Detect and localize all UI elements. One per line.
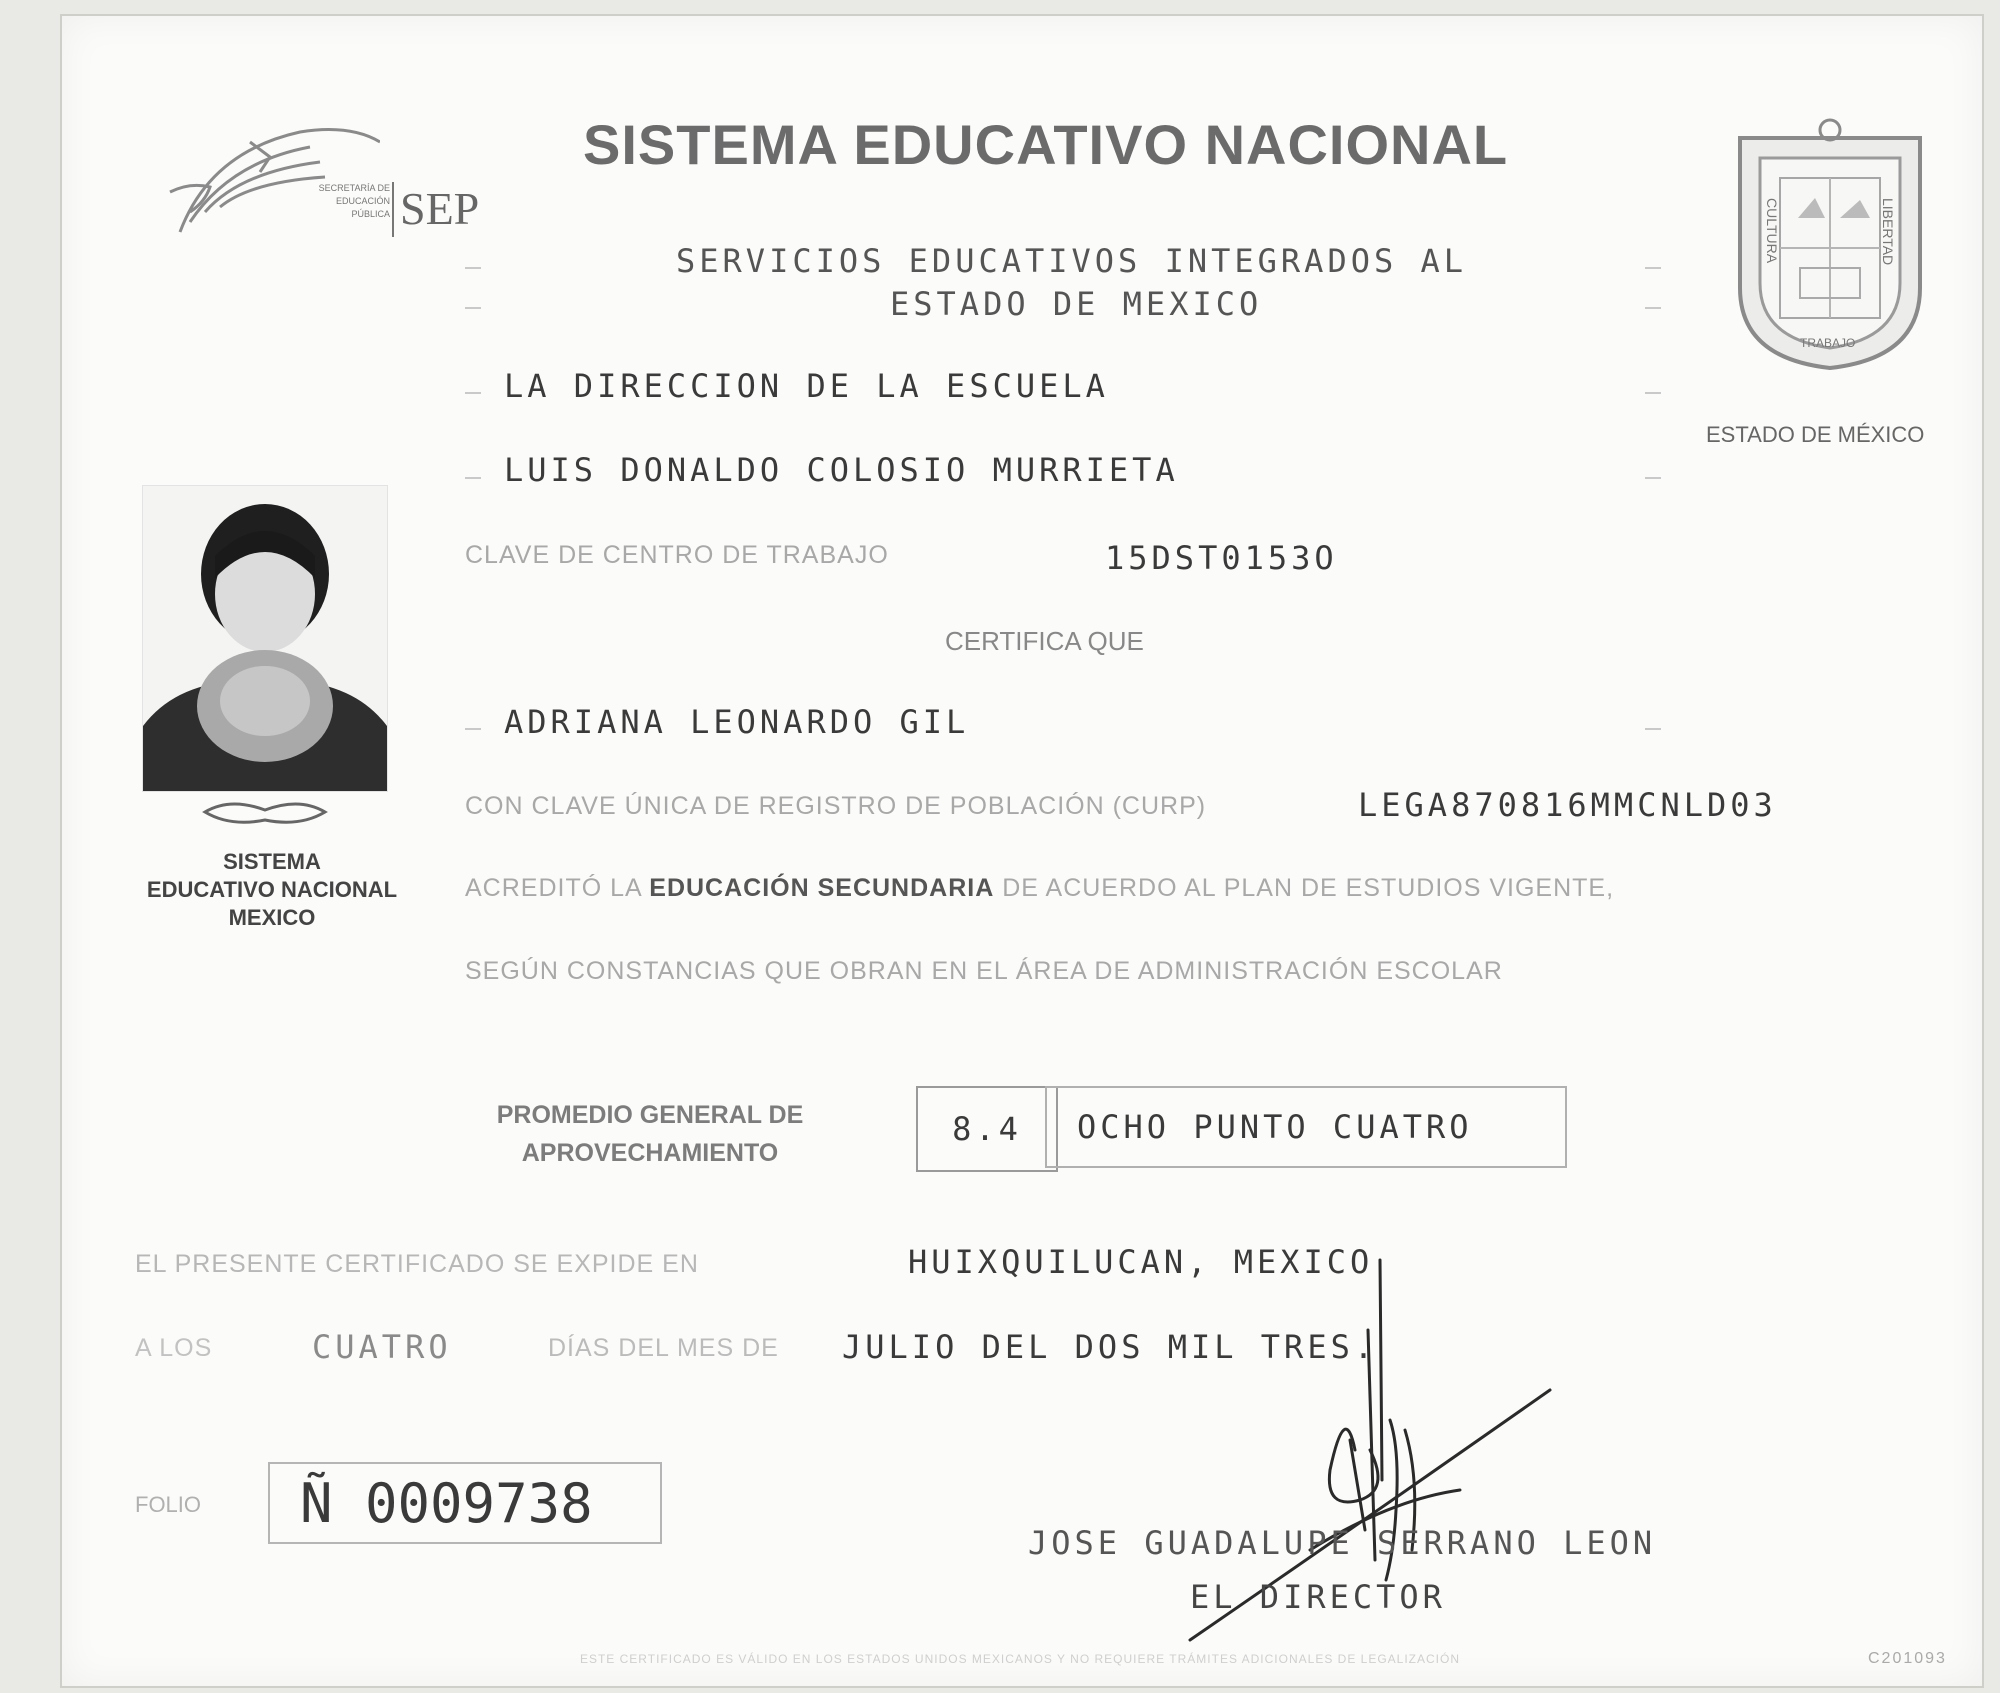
issue-day: CUATRO	[312, 1328, 452, 1366]
state-label: ESTADO DE MÉXICO	[1706, 422, 1925, 447]
sep-text-4: SEP	[400, 183, 480, 234]
eagle-stamp-icon	[200, 792, 330, 832]
folio-value: Ñ 0009738	[268, 1462, 662, 1544]
expide-label: EL PRESENTE CERTIFICADO SE EXPIDE EN	[135, 1250, 699, 1278]
school-line-1: LA DIRECCION DE LA ESCUELA	[504, 367, 1109, 405]
acreditation-text	[465, 874, 1614, 903]
a-los-label: A LOS	[135, 1334, 213, 1362]
document-code: C201093	[1868, 1650, 1947, 1667]
person-icon	[143, 486, 387, 791]
photo-caption-line-3: MEXICO	[228, 905, 316, 930]
acred-level: EDUCACIÓN SECUNDARIA	[649, 874, 995, 902]
certifica-que: CERTIFICA QUE	[945, 626, 1144, 656]
curp-label: CON CLAVE ÚNICA DE REGISTRO DE POBLACIÓN (CURP)	[465, 792, 1207, 820]
director-name: JOSE GUADALUPE SERRANO LEON	[1028, 1524, 1657, 1562]
issue-month-year: JULIO DEL DOS MIL TRES.	[842, 1328, 1378, 1366]
acred-suffix: DE ACUERDO AL PLAN DE ESTUDIOS VIGENTE,	[994, 874, 1615, 902]
student-name: ADRIANA LEONARDO GIL	[504, 703, 970, 741]
segun-text: SEGÚN CONSTANCIAS QUE OBRAN EN EL ÁREA DE ADMINISTRACIÓN ESCOLAR	[465, 957, 1503, 985]
folio-label: FOLIO	[135, 1492, 202, 1517]
state-seal	[1730, 118, 1930, 370]
photo-caption	[122, 848, 422, 932]
sep-text-2: EDUCACIÓN	[335, 196, 390, 206]
school-name: LUIS DONALDO COLOSIO MURRIETA	[504, 451, 1179, 489]
sep-text-3: PÚBLICA	[351, 209, 390, 219]
sep-text-1: SECRETARÍA DE	[318, 183, 390, 193]
grade-text: OCHO PUNTO CUATRO	[1045, 1086, 1567, 1168]
cct-label: CLAVE DE CENTRO DE TRABAJO	[465, 541, 889, 569]
legal-footer: ESTE CERTIFICADO ES VÁLIDO EN LOS ESTADOS UNIDOS MEXICANOS Y NO REQUIERE TRÁMITES ADICIONALES DE LEGALIZACIÓN	[579, 1652, 1461, 1666]
photo-caption-line-2: EDUCATIVO NACIONAL	[146, 877, 398, 902]
director-title: EL DIRECTOR	[1190, 1578, 1446, 1616]
dias-label: DÍAS DEL MES DE	[548, 1334, 779, 1362]
grade-label: PROMEDIO GENERAL DE APROVECHAMIENTO	[496, 1101, 804, 1167]
cct-value: 15DST0153O	[1105, 539, 1338, 577]
acred-prefix: ACREDITÓ LA	[465, 874, 650, 902]
curp-value: LEGA870816MMCNLD03	[1358, 786, 1777, 824]
subtitle-line-2: ESTADO DE MEXICO	[890, 285, 1263, 323]
issue-place: HUIXQUILUCAN, MEXICO	[908, 1243, 1374, 1281]
photo-caption-line-1: SISTEMA	[223, 849, 321, 874]
sep-logo	[150, 112, 480, 262]
seal-text-right: LIBERTAD	[1880, 198, 1896, 266]
seal-text-left: CULTURA	[1764, 198, 1780, 264]
grade-value: 8.4	[916, 1086, 1058, 1172]
seal-text-bottom: TRABAJO	[1800, 336, 1856, 350]
student-photo	[142, 485, 388, 792]
shield-icon	[1730, 118, 1930, 370]
photo-stamp	[200, 792, 330, 832]
page-title: SISTEMA EDUCATIVO NACIONAL	[583, 113, 1509, 176]
subtitle-line-1: SERVICIOS EDUCATIVOS INTEGRADOS AL	[676, 242, 1468, 280]
